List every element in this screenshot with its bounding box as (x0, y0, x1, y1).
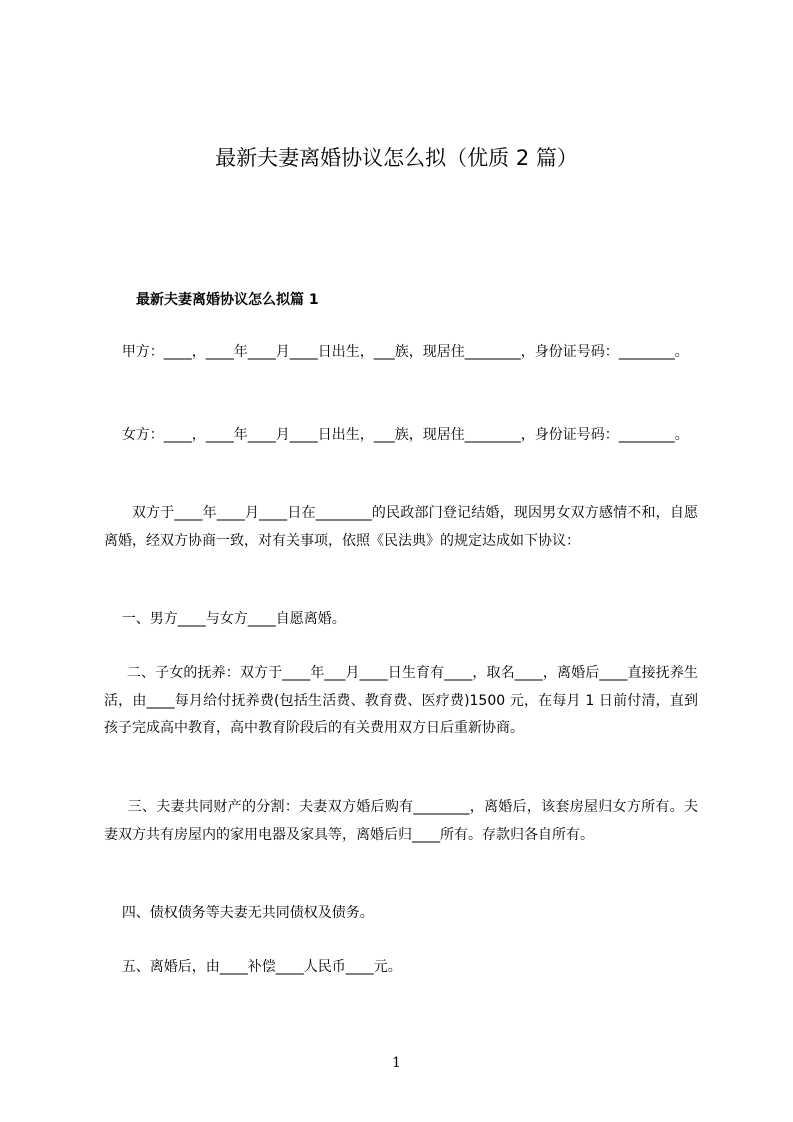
section-heading: 最新夫妻离婚协议怎么拟篇 1 (136, 292, 319, 308)
paragraph-clause-2: 二、子女的抚养：双方于____年___月____日生育有____，取名____，离婚后____直接抚养生活，由____每月给付抚养费(包括生活费、教育费、医疗费)1500 元，在每月 1 日前付清，直到孩子完成高中教育，高中教育阶段后的有关费用双方日后重新协商。 (104, 665, 698, 736)
paragraph-clause-3: 三、夫妻共同财产的分割：夫妻双方婚后购有________，离婚后，该套房屋归女方所有。夫妻双方共有房屋内的家用电器及家具等，离婚后归____所有。存款归各自所有。 (104, 799, 698, 843)
paragraph-party-b: 女方：____，____年____月____日出生，___族，现居住________，身份证号码：________。 (104, 427, 689, 443)
paragraph-clause-4: 四、债权债务等夫妻无共同债权及债务。 (104, 905, 374, 921)
paragraph-clause-5: 五、离婚后，由____补偿____人民币____元。 (104, 959, 402, 975)
document-title: 最新夫妻离婚协议怎么拟（优质 2 篇） (215, 146, 578, 170)
paragraph-party-a: 甲方：____，____年____月____日出生，___族，现居住________，身份证号码：________。 (104, 344, 689, 360)
paragraph-clause-1: 一、男方____与女方____自愿离婚。 (104, 611, 346, 627)
page-number: 1 (392, 1055, 401, 1071)
paragraph-preamble: 双方于____年____月____日在________的民政部门登记结婚，现因男女双方感情不和，自愿离婚，经双方协商一致，对有关事项，依照《民法典》的规定达成如下协议： (104, 505, 699, 549)
